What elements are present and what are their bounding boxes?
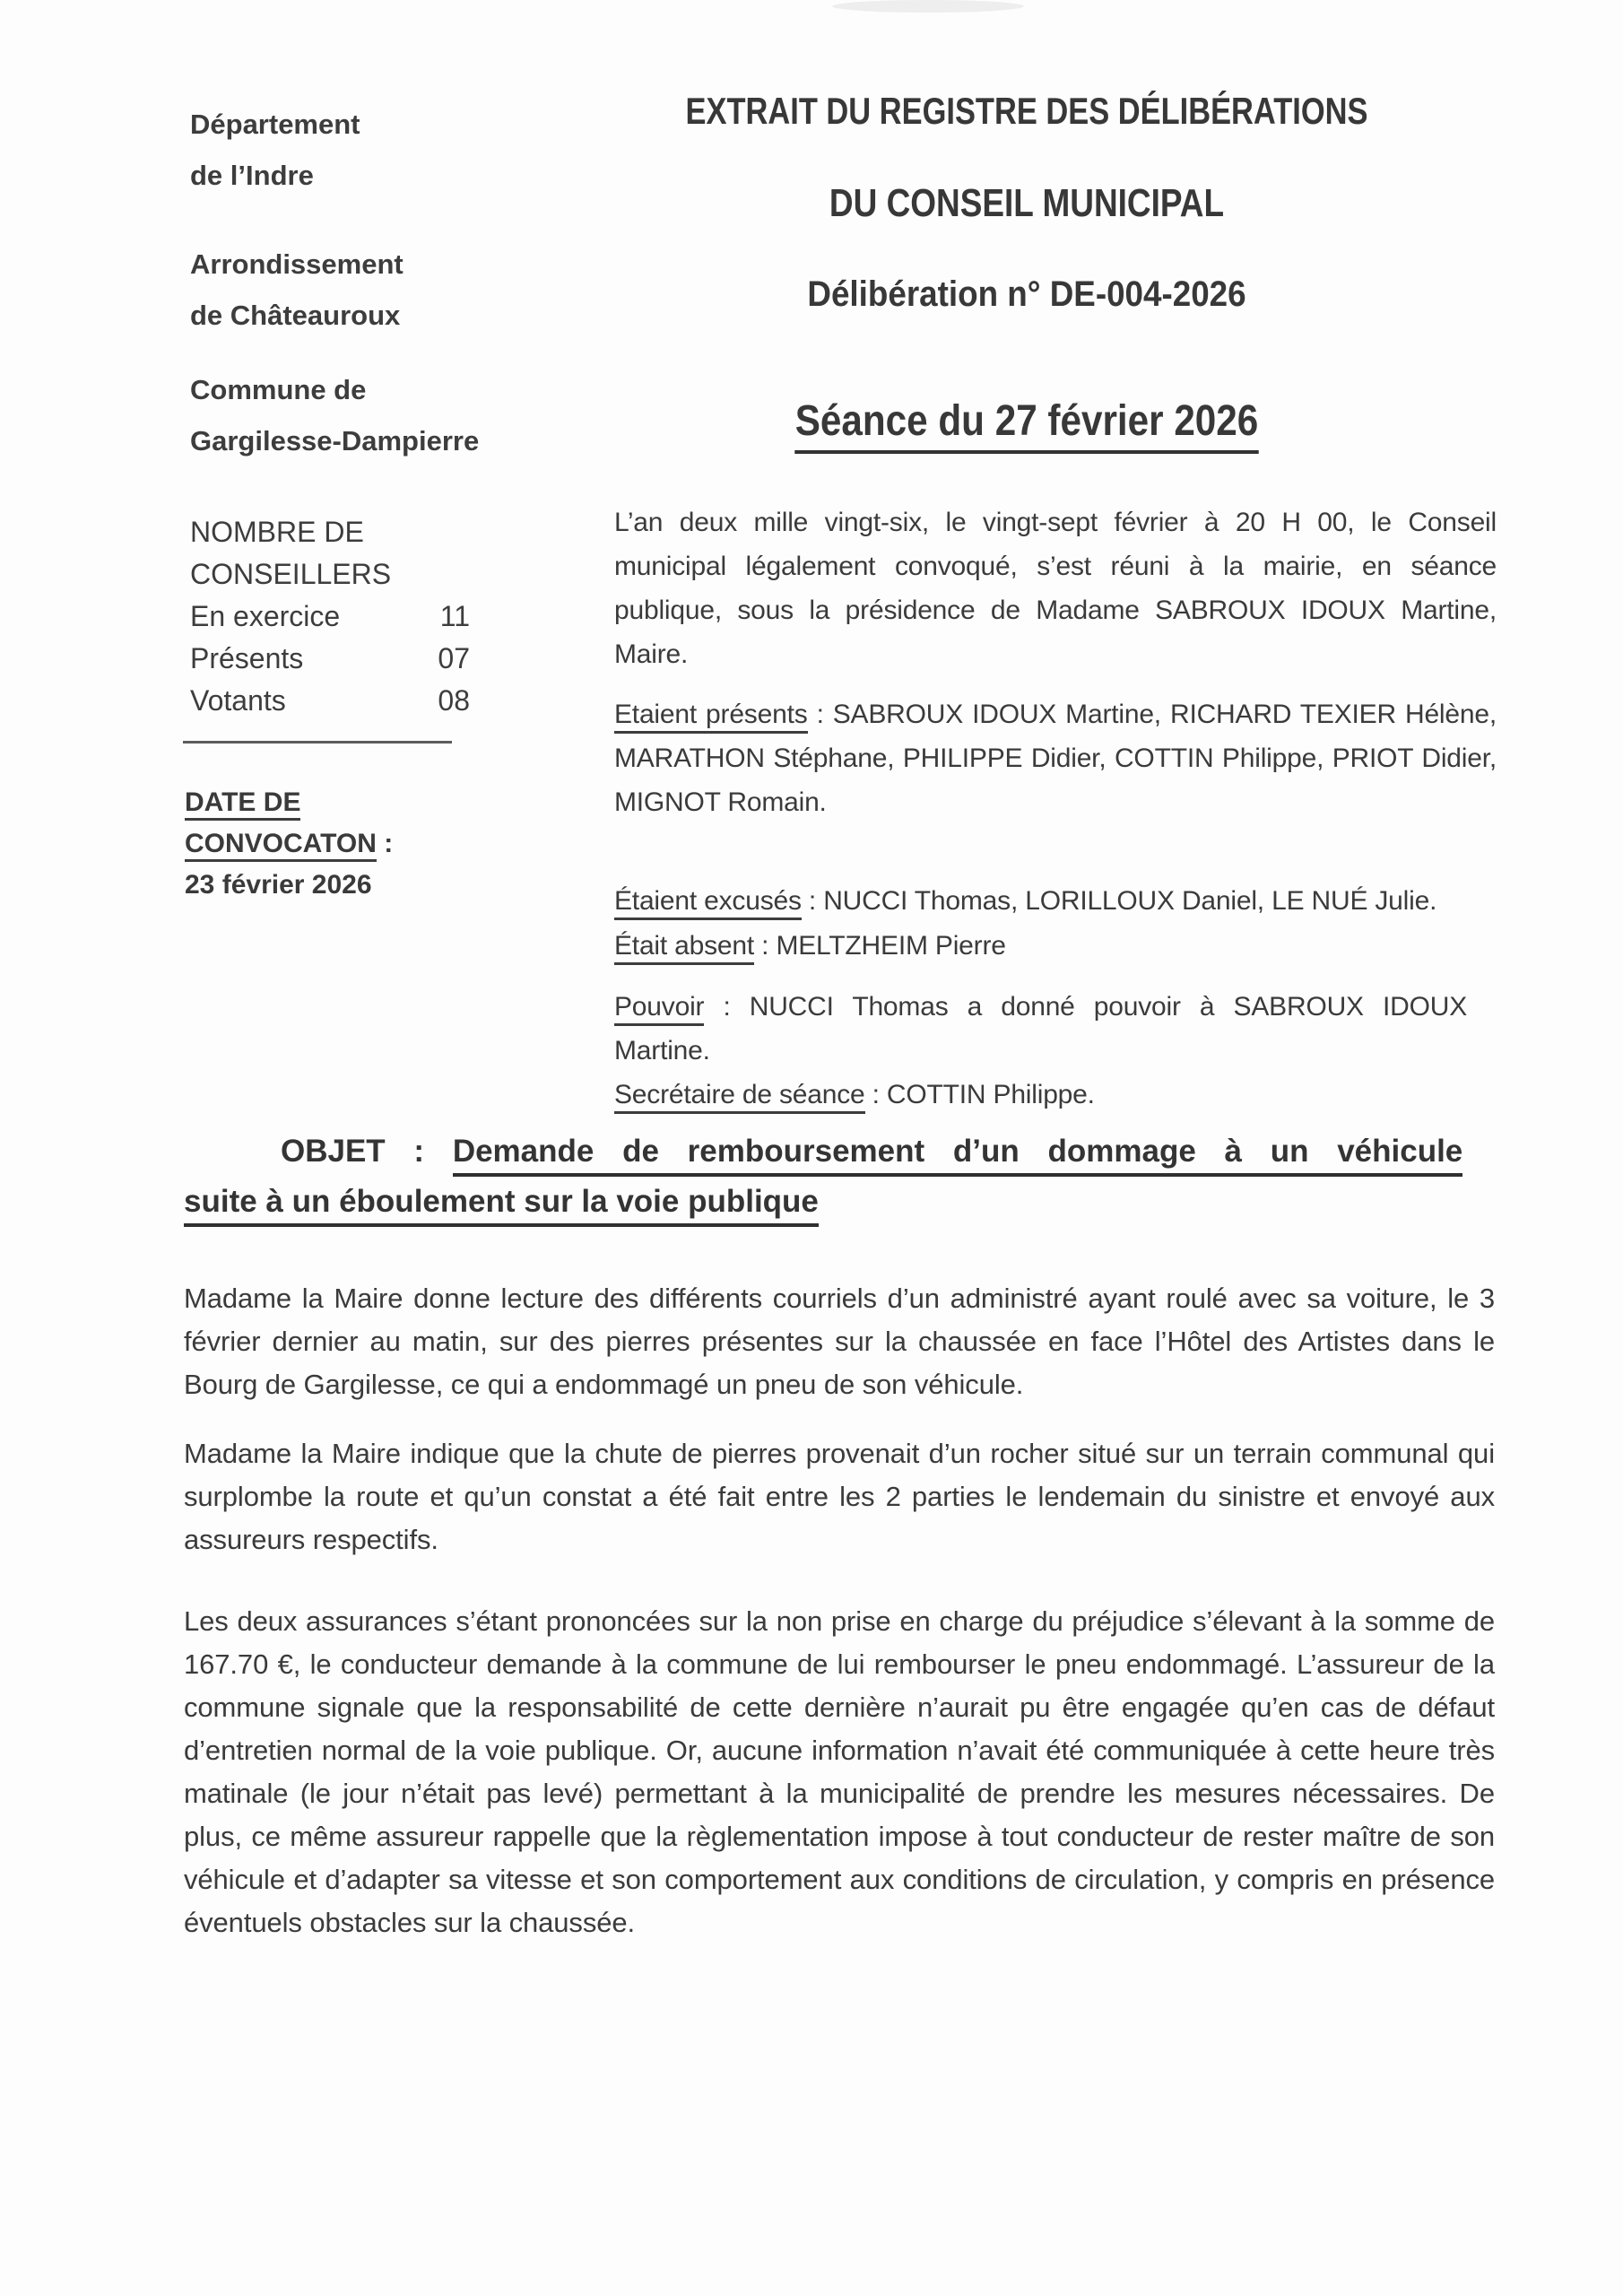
excuses-absent-paragraph [614, 879, 1497, 969]
arrondissement-line2: de Châteauroux [190, 300, 401, 331]
objet-title-line2: suite à un éboulement sur la voie publique [184, 1184, 819, 1227]
arrondissement-label [190, 239, 404, 341]
commune-line1: Commune de [190, 374, 367, 405]
pouvoir-label: Pouvoir [614, 992, 704, 1026]
presents-paragraph [614, 692, 1497, 824]
secretaire-text: : COTTIN Philippe. [864, 1080, 1095, 1109]
absent-label: Était absent [614, 931, 754, 965]
presents-label: Etaient présents [614, 700, 808, 734]
department-label [190, 99, 360, 201]
objet-heading [184, 1126, 1495, 1227]
pouvoir-text-line1: : NUCCI Thomas a donné pouvoir à SABROUX IDOUX [704, 992, 1467, 1022]
deliberation-number: Délibération n° DE-004-2026 [807, 274, 1246, 314]
page-title: EXTRAIT DU REGISTRE DES DÉLIBÉRATIONS [685, 90, 1368, 132]
document-header [583, 0, 1471, 466]
objet-title-line1: Demande de remboursement d’un dommage à un véhicule [453, 1134, 1462, 1177]
counter-value: 11 [439, 600, 470, 632]
excuses-text: : NUCCI Thomas, LORILLOUX Daniel, LE NUÉ Julie. [801, 886, 1437, 916]
body-paragraph-1: Madame la Maire donne lecture des différents courriels d’un administré ayant roulé avec sa voiture, le 3 février dernier au matin, sur des pierres présentes sur la chaussée en face l’Hôtel des Artistes dans le Bourg de Gargilesse, ce qui a endommagé un pneu de son véhicule. [184, 1283, 1495, 1400]
excuses-label: Étaient excusés [614, 886, 802, 920]
counter-label: En exercice [190, 600, 341, 632]
sidebar-divider [183, 741, 452, 744]
counter-row-votants [190, 680, 470, 722]
secretaire-paragraph [614, 1073, 1497, 1117]
session-intro-paragraph: L’an deux mille vingt-six, le vingt-sept février à 20 H 00, le Conseil municipal légalement convoqué, s’est réuni à la mairie, en séance publique, sous la présidence de Madame SABROUX IDOUX Martine, Maire. [614, 508, 1497, 669]
page-subtitle: DU CONSEIL MUNICIPAL [829, 181, 1225, 225]
session-title-text: Séance du 27 février 2026 [795, 397, 1259, 454]
arrondissement-line1: Arrondissement [190, 248, 404, 280]
secretaire-label: Secrétaire de séance [614, 1080, 865, 1114]
session-title [636, 396, 1417, 446]
councillors-count-title-line1: NOMBRE DE [190, 516, 364, 548]
convocation-label-line2: CONVOCATON [185, 829, 377, 862]
counter-value: 08 [438, 684, 470, 717]
department-line2: de l’Indre [190, 160, 314, 191]
convocation-date-block [185, 782, 393, 906]
counter-label: Votants [190, 684, 286, 717]
councillors-count-title-line2: CONSEILLERS [190, 558, 392, 590]
convocation-label-line1: DATE DE [185, 787, 300, 821]
convocation-colon: : [376, 829, 394, 858]
counter-row-presents [190, 638, 470, 680]
department-line1: Département [190, 109, 360, 140]
objet-label: OBJET : [281, 1134, 425, 1169]
absent-text: : MELTZHEIM Pierre [754, 931, 1006, 961]
presents-text: : SABROUX IDOUX Martine, RICHARD TEXIER Hélène, MARATHON Stéphane, PHILIPPE Didier, COTTIN Philippe, PRIOT Didier, MIGNOT Romain. [614, 700, 1497, 817]
commune-line2: Gargilesse-Dampierre [190, 425, 480, 457]
pouvoir-paragraph [614, 985, 1497, 1073]
councillors-count-block [190, 511, 470, 722]
commune-label [190, 364, 479, 466]
body-paragraph-3: Les deux assurances s’étant prononcées sur la non prise en charge du préjudice s’élevant à la somme de 167.70 €, le conducteur demande à la commune de lui rembourser le pneu endommagé. L’assureur de la commune signale que la responsabilité de cette dernière n’aurait pu être engagée qu’en cas de défaut d’entretien normal de la voie publique. Or, aucune information n’avait été communiquée à cette heure très matinale (le jour n’était pas levé) permettant à la municipalité de prendre les mesures nécessaires. De plus, ce même assureur rappelle que la règlementation impose à tout conducteur de rester maître de son véhicule et d’adapter sa vitesse et son comportement aux conditions de circulation, y compris en présence éventuels obstacles sur la chaussée. [184, 1605, 1495, 1938]
counter-row-en-exercice [190, 596, 470, 638]
convocation-date: 23 février 2026 [185, 870, 372, 900]
body-paragraph-2: Madame la Maire indique que la chute de pierres provenait d’un rocher situé sur un terrain communal qui surplombe la route et qu’un constat a été fait entre les 2 parties le lendemain du sinistre et envoyé aux assureurs respectifs. [184, 1438, 1495, 1555]
counter-value: 07 [438, 642, 470, 674]
pouvoir-text-line2: Martine. [614, 1036, 710, 1065]
counter-label: Présents [190, 642, 304, 674]
